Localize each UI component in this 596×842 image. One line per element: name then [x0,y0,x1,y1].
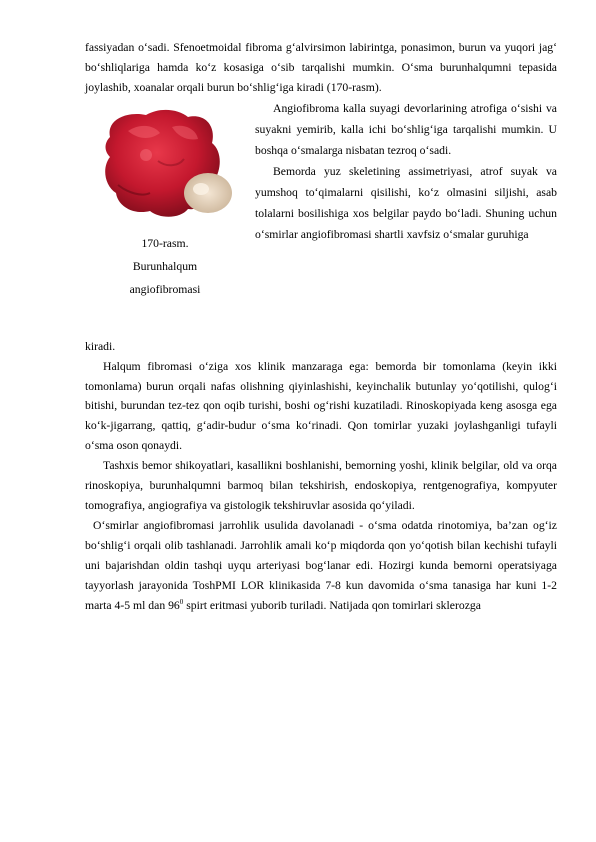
treatment-text-end: spirt eritmasi yuborib turiladi. Natijada qon tomirlari sklerozga [183,598,481,612]
paragraph-treatment [85,516,557,616]
figure-170 [85,98,245,337]
angiofibroma-specimen-image [88,101,242,229]
figure-wrap-block [85,98,557,337]
caption-line-2: angiofibromasi [129,282,201,296]
figure-caption [85,232,245,301]
treatment-text: O‘smirlar angiofibromasi jarrohlik usulida davolanadi - o‘sma odatda rinotomiya, ba’zan og‘iz bo‘shlig‘i orqali olib tashlanadi. Jarrohlik amali ko‘p miqdorda qon yo‘qotish bilan kechishi tufayli uni bajarishdan oldin tashqi uyqu arteriyasi bog‘lanar edi. Hozirgi kunda bemorni operatsiyaga tayyorlash jarayonida ToshPMI LOR klinikasida 7-8 kun davomida o‘sma tanasiga har kuni 1-2 marta 4-5 ml dan 96 [85,518,557,612]
document-page [85,38,557,615]
degree-superscript: 0 [179,597,184,606]
paragraph-symptoms: Bemorda yuz skeletining assimetriyasi, atrof suyak va yumshoq to‘qimalarni qisilishi, ko‘z olmasini siljishi, asab tolalarni bosilishiga xos belgilar paydo bo‘ladi. Shuning uchun o‘smirlar angiofibromasi shartli xavfsiz o‘smalar guruhiga [255,164,557,241]
paragraph-intro: fassiyadan o‘sadi. Sfenoetmoidal fibroma g‘alvirsimon labirintga, ponasimon, burun va yuqori jag‘ bo‘shliqlariga hamda ko‘z kosasiga o‘sib tarqalishi mumkin. O‘sma burunhalqumni tepasida joylashib, xoanalar orqali burun bo‘shlig‘iga kiradi (170-rasm). [85,41,557,94]
paragraph-continuation: kiradi. [85,339,116,353]
caption-line-1: Burunhalqum [132,259,198,273]
wrapped-text-column [255,98,557,245]
caption-number: 170-rasm. [141,236,189,250]
paragraph-diagnosis: Tashxis bemor shikoyatlari, kasallikni boshlanishi, bemorning yoshi, klinik belgilar, old va orqa rinoskopiya, burunhalqumni barmoq bilan tekshirish, endoskopiya, rentgenografiya, kompyuter tomografiya, angiografiya va gistologik tekshiruvlar asosida qo‘yiladi. [85,459,557,512]
paragraph-angiofibroma-growth: Angiofibroma kalla suyagi devorlarining atrofiga o‘sishi va suyakni yemirib, kalla ichi bo‘shlig‘iga tarqalishi mumkin. U boshqa o‘smalarga nisbatan tezroq o‘sadi. [255,101,557,157]
paragraph-clinical-picture: Halqum fibromasi o‘ziga xos klinik manzaraga ega: bemorda bir tomonlama (keyin ikki tomonlama) burun orqali nafas olishning qiyinlashishi, keyinchalik butunlay yo‘qotilishi, qulog‘i bitishi, burundan tez-tez qon oqib turishi, boshi og‘rishi kuzatiladi. Rinoskopiyada keng asosga ega ko‘k-jigarrang, qattiq, g‘adir-budur o‘sma ko‘rinadi. Qon tomirlar yuzaki joylashganligi tufayli o‘sma oson qonaydi. [85,359,557,453]
